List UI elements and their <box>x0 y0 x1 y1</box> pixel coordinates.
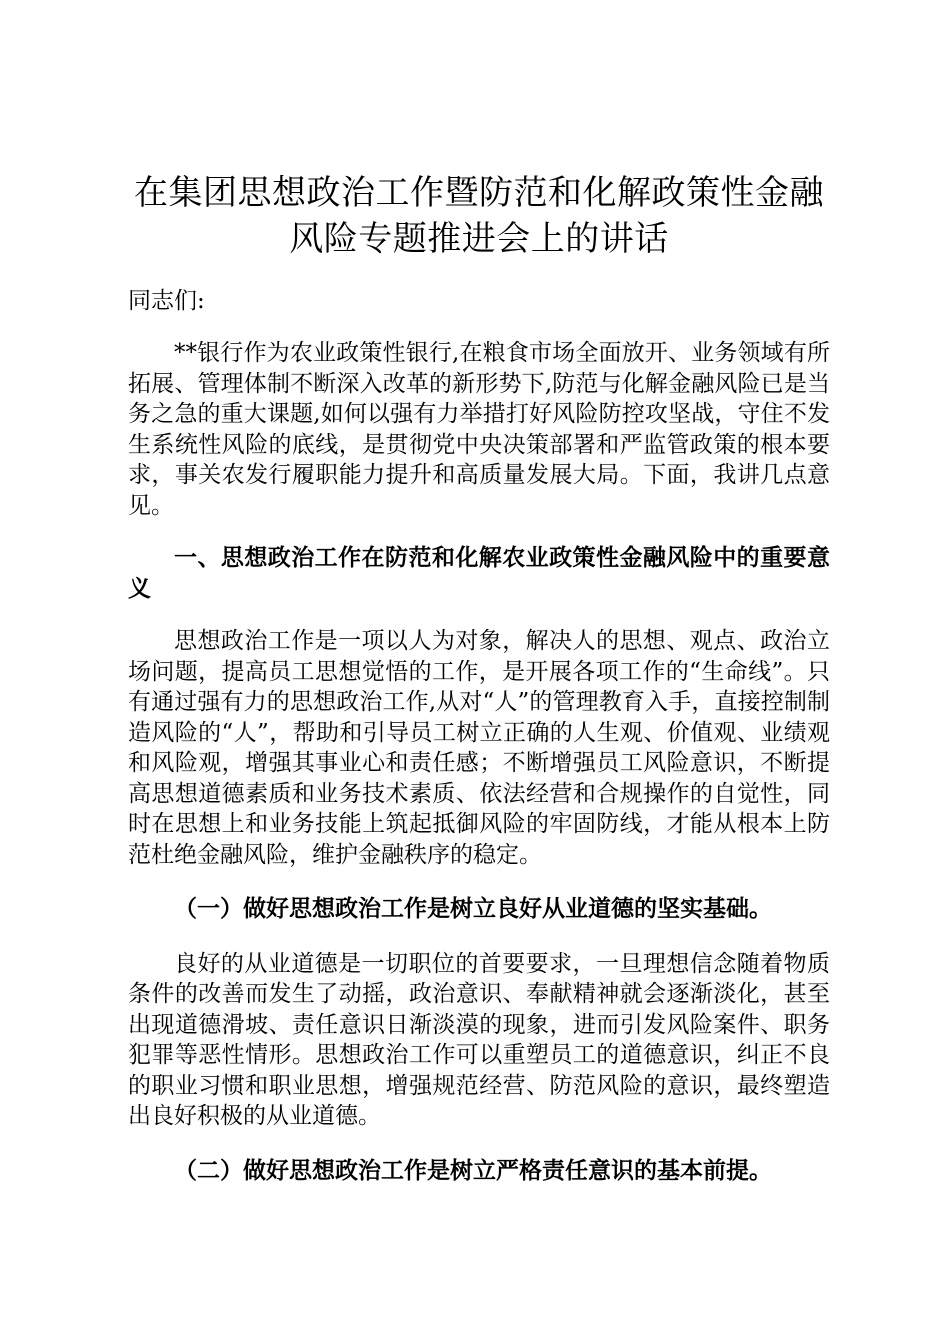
salutation: 同志们: <box>128 288 205 314</box>
document-page <box>128 170 830 1186</box>
title-line-2: 风险专题推进会上的讲话 <box>289 219 669 259</box>
sub-heading-2: （二）做好思想政治工作是树立严格责任意识的基本前提。 <box>174 1156 772 1184</box>
sub-section-1-paragraph: 良好的从业道德是一切职位的首要要求，一旦理想信念随着物质条件的改善而发生了动摇，政治意识、奉献精神就会逐渐淡化，甚至出现道德滑坡、责任意识日渐淡漠的现象，进而引发风险案件、职务犯罪等恶性情形。思想政治工作可以重塑员工的道德意识，纠正不良的职业习惯和职业思想，增强规范经营、防范风险的意识，最终塑造出良好积极的从业道德。 <box>128 950 830 1129</box>
intro-paragraph: **银行作为农业政策性银行,在粮食市场全面放开、业务领域有所拓展、管理体制不断深入改革的新形势下,防范与化解金融风险已是当务之急的重大课题,如何以强有力举措打好风险防控攻坚战，守住不发生系统性风险的底线，是贯彻党中央决策部署和严监管政策的根本要求，事关农发行履职能力提升和高质量发展大局。下面，我讲几点意见。 <box>128 340 830 519</box>
title-line-1: 在集团思想政治工作暨防范和化解政策性金融 <box>134 173 824 213</box>
section-heading-1: 一、思想政治工作在防范和化解农业政策性金融风险中的重要意义 <box>128 544 830 602</box>
section-1-paragraph: 思想政治工作是一项以人为对象，解决人的思想、观点、政治立场问题，提高员工思想觉悟的工作，是开展各项工作的“生命线”。只有通过强有力的思想政治工作,从对“人”的管理教育入手，直接控制制造风险的“人”，帮助和引导员工树立正确的人生观、价值观、业绩观和风险观，增强其事业心和责任感；不断增强员工风险意识，不断提高思想道德素质和业务技术素质、依法经营和合规操作的自觉性，同时在思想上和业务技能上筑起抵御风险的牢固防线，才能从根本上防范杜绝金融风险，维护金融秩序的稳定。 <box>128 628 830 868</box>
sub-heading-1: （一）做好思想政治工作是树立良好从业道德的坚实基础。 <box>174 895 772 922</box>
document-title <box>128 170 830 262</box>
